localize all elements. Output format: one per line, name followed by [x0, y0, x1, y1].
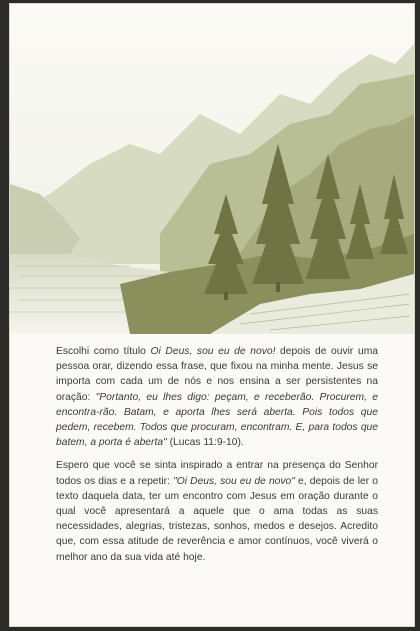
paragraph-2-body: e, depois de ler o texto daquela data, ter um encontro com Jesus em oração durante o qual você apresentará a aquele que o ama todas as suas necessidades, alegrias, tristezas, sonhos, medos e desejos. Acredito que, com essa atitude de reverência e amor contínuos, você viverá o melhor ano da sua vida até hoje. — [56, 475, 379, 563]
prayer-quote: "Oi Deus, sou eu de novo" — [173, 475, 295, 487]
mountain-lake-illustration — [10, 4, 414, 334]
scripture-quote: "Portanto, eu lhes digo: peçam, e receberão. Procurem, e encontra-rão. Batam, e aporta lhes será aberta. Pois todos que pedem, recebem. Todos que procuram, encontram. E, para todos que batem, a porta é aberta" — [56, 391, 378, 449]
paragraph-1 — [56, 344, 378, 450]
book-title-quote: Oi Deus, sou eu de novo! — [150, 346, 276, 357]
paragraph-2 — [56, 458, 378, 564]
book-page — [10, 4, 414, 626]
body-text — [56, 344, 378, 573]
paragraph-1-body: depois de ouvir uma pessoa orar, dizendo essa frase, que fixou na minha mente. Jesus se importa com cada um de nós e nos ensina a ser persistentes na oração: — [56, 346, 378, 403]
scripture-reference: (Lucas 11:9-10). — [166, 437, 244, 449]
paragraph-1-intro: Escolhi como título — [56, 346, 151, 357]
paragraph-2-intro: Espero que você se sinta inspirado a entrar na presença do Senhor todos os dias e a repetir: — [56, 460, 378, 487]
